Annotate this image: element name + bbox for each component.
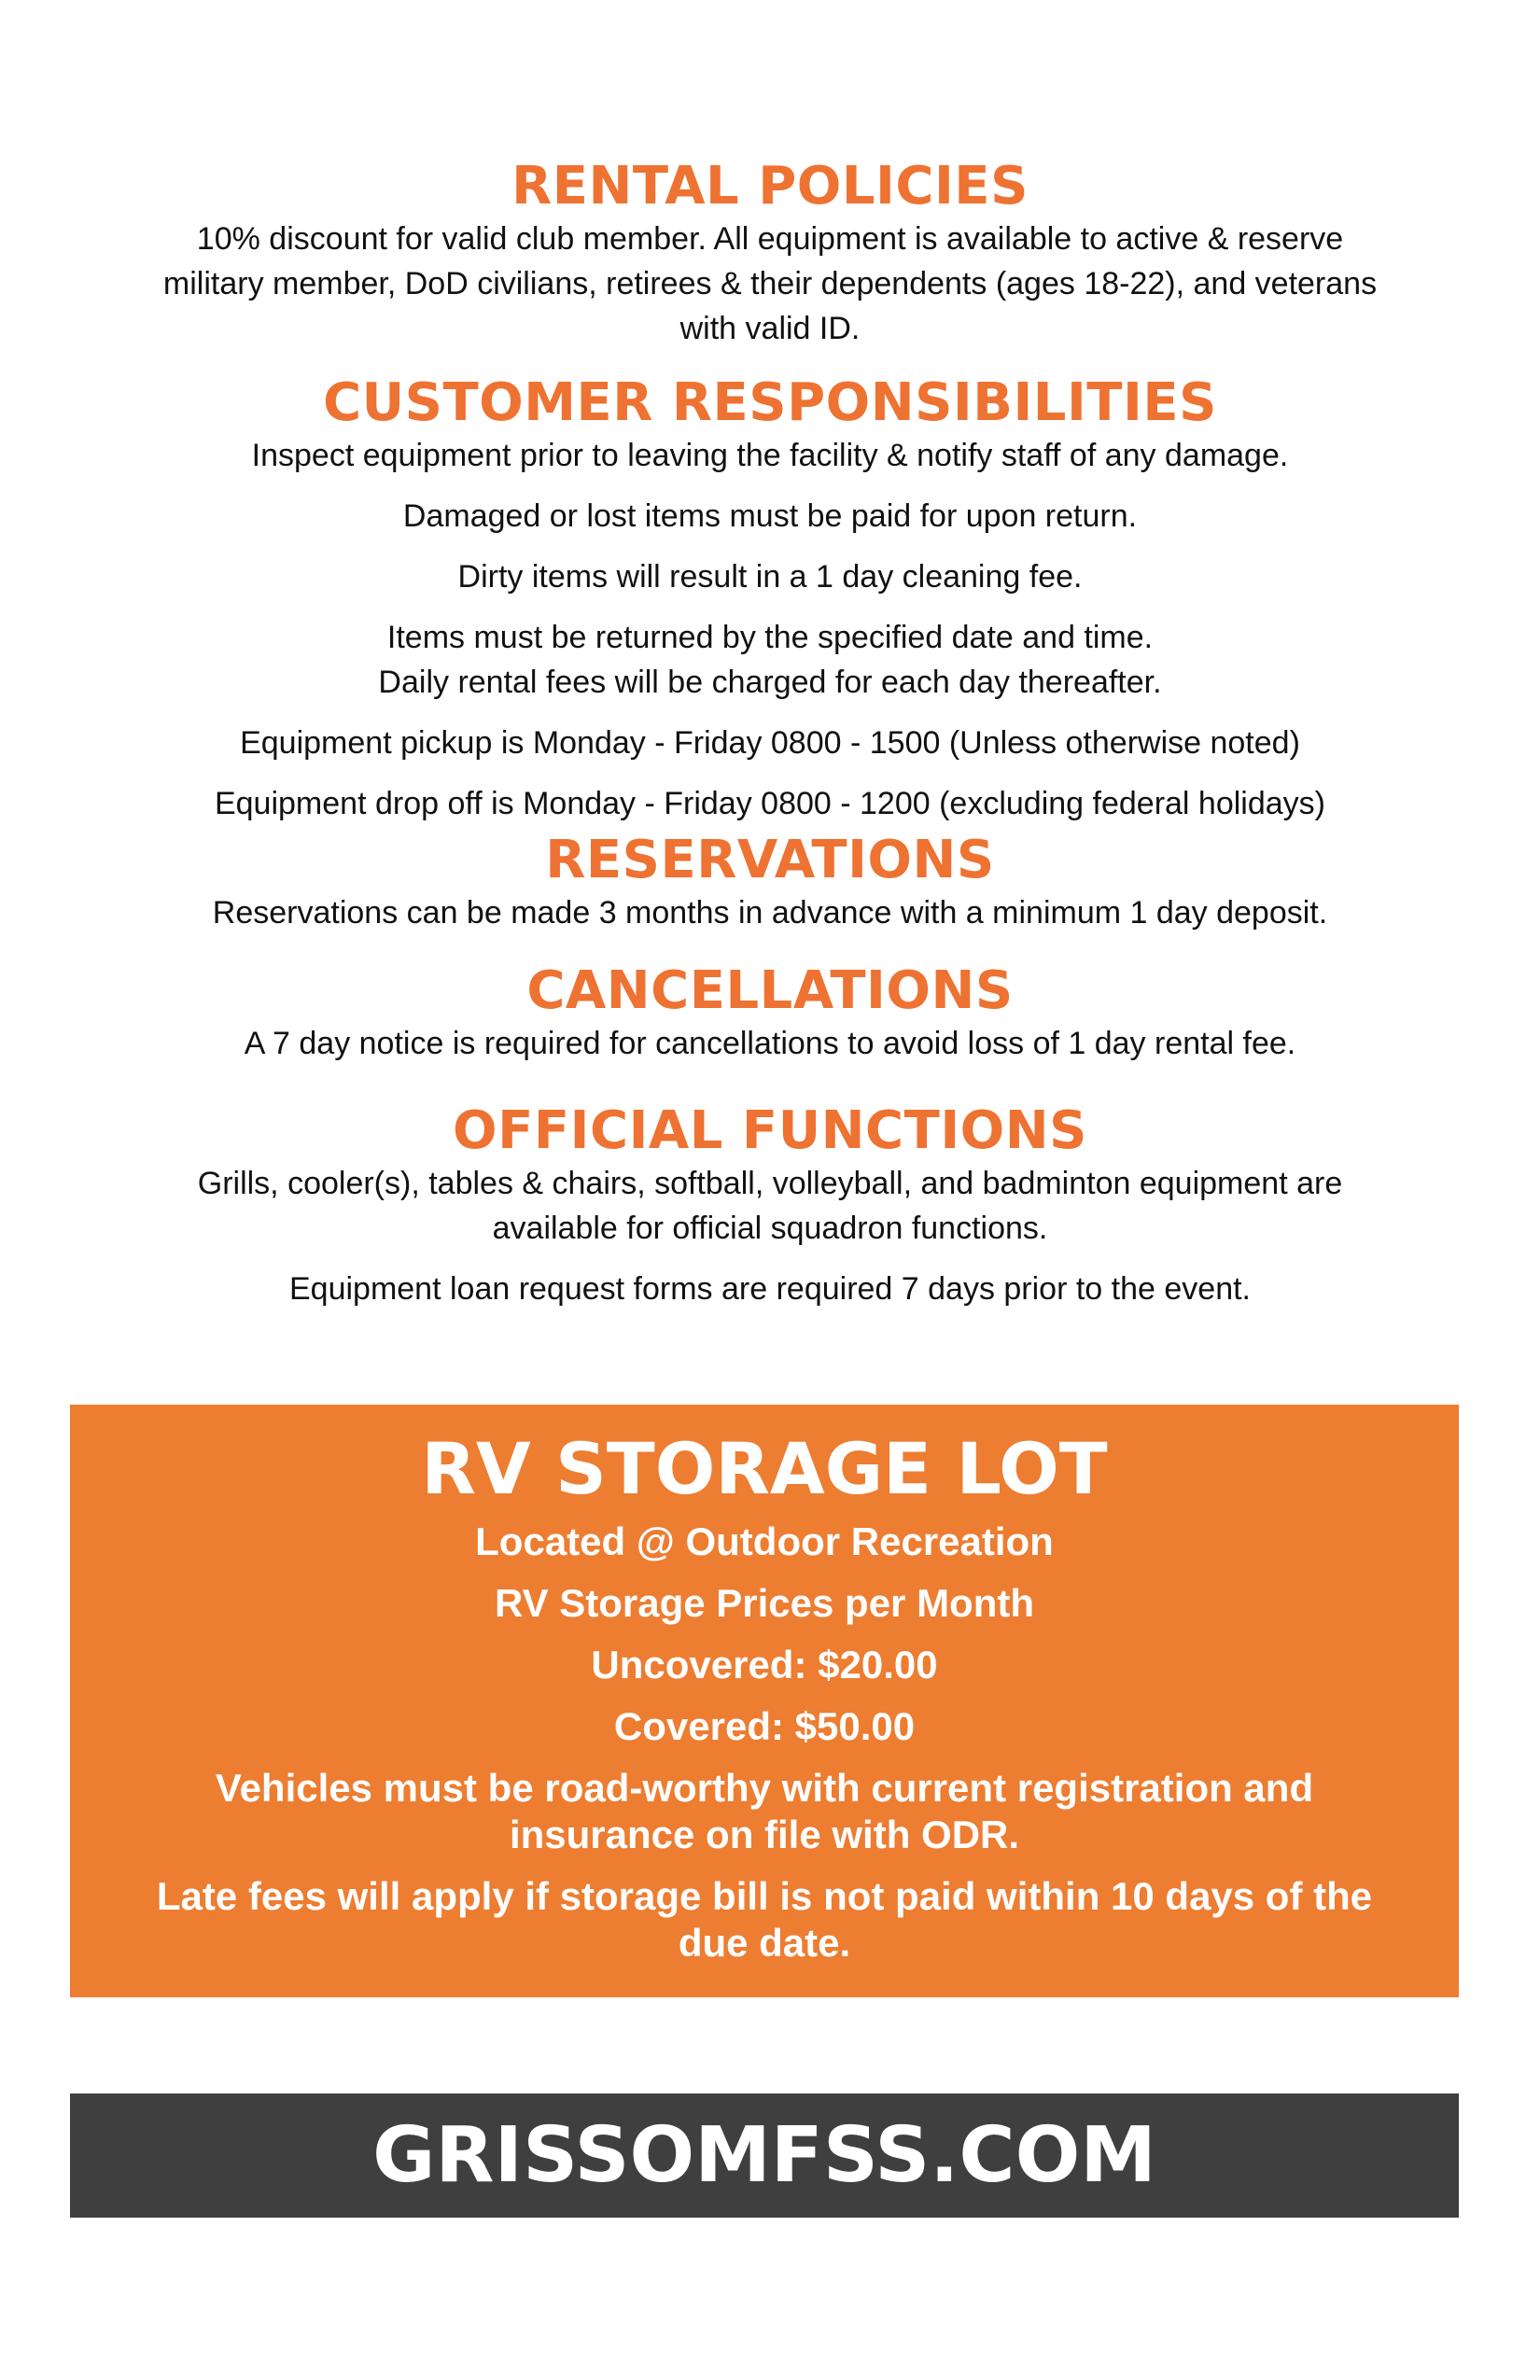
- cancellations-text: A 7 day notice is required for cancellations to avoid loss of 1 day rental fee.: [244, 1026, 1296, 1061]
- responsibility-item: Equipment drop off is Monday - Friday 0800 - 1200 (excluding federal holidays): [214, 786, 1326, 821]
- rv-storage-location: Located @ Outdoor Recreation: [475, 1519, 1054, 1563]
- rv-storage-vehicles-line: Vehicles must be road-worthy with current registration and: [215, 1766, 1314, 1810]
- responsibility-item: Items must be returned by the specified date and time.: [386, 620, 1154, 655]
- rv-storage-panel: [70, 1405, 1459, 1997]
- rental-policies-text: [70, 217, 1470, 351]
- official-functions-heading: OFFICIAL FUNCTIONS: [453, 1100, 1087, 1161]
- rental-policies-heading: RENTAL POLICIES: [511, 156, 1029, 217]
- official-functions-note: Equipment loan request forms are required 7 days prior to the event.: [288, 1271, 1251, 1307]
- responsibility-item: Daily rental fees will be charged for each day thereafter.: [378, 665, 1162, 700]
- rv-storage-late-fee-line: due date.: [678, 1921, 851, 1965]
- official-functions-text: [70, 1161, 1470, 1251]
- rental-policies-line: military member, DoD civilians, retirees & their dependents (ages 18-22), and veterans: [162, 266, 1378, 301]
- official-functions-line: available for official squadron functions.: [492, 1211, 1048, 1246]
- official-functions-line: Grills, cooler(s), tables & chairs, softball, volleyball, and badminton equipment are: [197, 1166, 1343, 1201]
- rv-storage-late-fee-note: [70, 1873, 1459, 1967]
- rv-storage-uncovered-price: Uncovered: $20.00: [591, 1643, 938, 1687]
- rv-storage-prices-heading: RV Storage Prices per Month: [494, 1581, 1035, 1625]
- rv-storage-vehicles-line: insurance on file with ODR.: [509, 1813, 1020, 1856]
- reservations-heading: RESERVATIONS: [545, 830, 995, 890]
- rv-storage-vehicles-note: [70, 1765, 1459, 1858]
- website-footer: GRISSOMFSS.COM: [70, 2093, 1459, 2218]
- rental-policies-section: [70, 157, 1470, 351]
- customer-responsibilities-heading: CUSTOMER RESPONSIBILITIES: [323, 372, 1217, 433]
- cancellations-section: [70, 961, 1470, 1066]
- responsibility-item: Damaged or lost items must be paid for upon return.: [402, 498, 1138, 534]
- reservations-text: Reservations can be made 3 months in advance with a minimum 1 day deposit.: [212, 895, 1328, 931]
- rv-storage-title: RV STORAGE LOT: [421, 1427, 1108, 1510]
- rental-policies-line: 10% discount for valid club member. All equipment is available to active & reserve: [196, 221, 1344, 257]
- responsibility-item: Inspect equipment prior to leaving the facility & notify staff of any damage.: [251, 438, 1289, 473]
- customer-responsibilities-section: [70, 373, 1470, 826]
- responsibility-item: Dirty items will result in a 1 day cleaning fee.: [457, 559, 1083, 595]
- cancellations-heading: CANCELLATIONS: [526, 960, 1014, 1021]
- responsibility-item: Equipment pickup is Monday - Friday 0800 - 1500 (Unless otherwise noted): [240, 725, 1300, 761]
- rv-storage-late-fee-line: Late fees will apply if storage bill is not paid within 10 days of the: [156, 1874, 1373, 1918]
- official-functions-section: [70, 1101, 1470, 1311]
- reservations-section: [70, 831, 1470, 935]
- rental-policies-line: with valid ID.: [679, 311, 861, 346]
- rv-storage-covered-price: Covered: $50.00: [613, 1704, 916, 1748]
